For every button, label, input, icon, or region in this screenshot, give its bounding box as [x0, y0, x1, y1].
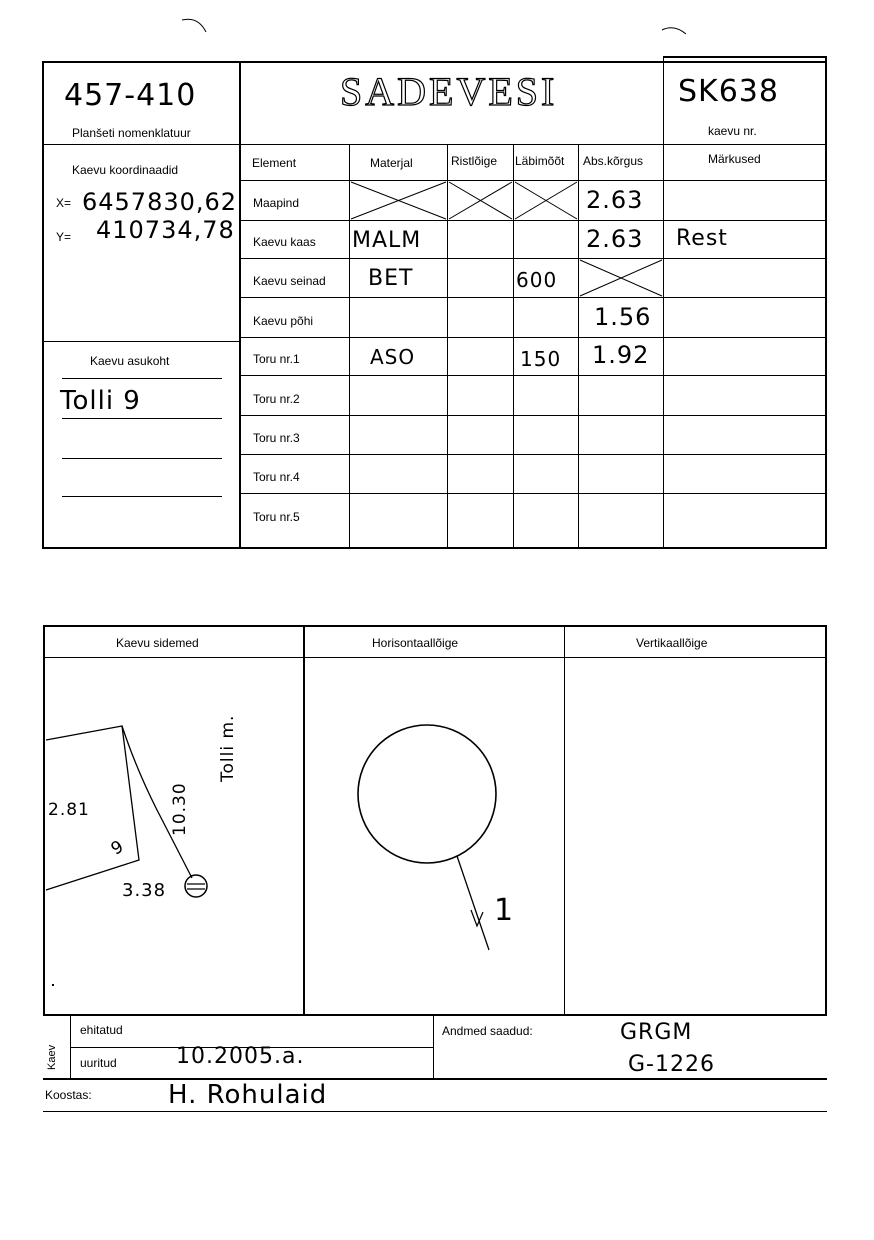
abs-height-value: 1.56 [594, 303, 652, 331]
y-prefix: Y= [56, 230, 72, 244]
well-number-value: SK638 [678, 74, 779, 109]
built-label: ehitatud [80, 1023, 123, 1037]
col-header-element: Element [252, 156, 297, 170]
data-source-value: GRGM [620, 1020, 693, 1045]
table-row-element: Toru nr.2 [253, 392, 300, 406]
data-source-label: Andmed saadud: [442, 1024, 533, 1038]
col-header-diameter: Läbimõõt [515, 154, 565, 168]
table-row-element: Kaevu kaas [253, 235, 316, 249]
connections-sketch [44, 658, 303, 1014]
crossed-cell-icon [448, 181, 513, 220]
table-row-element: Toru nr.1 [253, 352, 300, 366]
nomenclature-value: 457-410 [64, 78, 197, 113]
page-title: SADEVESI [340, 69, 558, 114]
col-label-vertical: Vertikaallõige [636, 636, 708, 650]
well-side-label: Kaev [46, 1044, 58, 1070]
corner-mark-left [180, 14, 210, 36]
col-header-cross-section: Ristlõige [451, 154, 498, 168]
table-row-element: Toru nr.5 [253, 510, 300, 524]
x-prefix: X= [56, 196, 72, 210]
table-row-element: Toru nr.4 [253, 470, 300, 484]
notes-value: Rest [676, 226, 728, 251]
crossed-cell-icon [514, 181, 578, 220]
abs-height-value: 2.63 [586, 186, 644, 214]
material-value: ASO [370, 345, 416, 369]
dimension-label: 2.81 [48, 800, 90, 820]
dimension-label: 3.38 [122, 880, 167, 901]
table-row-element: Toru nr.3 [253, 431, 300, 445]
y-coordinate: 410734,78 [96, 216, 235, 244]
coordinates-label: Kaevu koordinaadid [72, 163, 179, 177]
updated-label: uuritud [80, 1056, 117, 1070]
abs-height-value: 2.63 [586, 225, 644, 253]
x-coordinate: 6457830,62 [82, 188, 238, 216]
table-row-element: Maapind [253, 196, 300, 210]
diameter-value: 150 [520, 347, 562, 371]
well-circle [358, 725, 496, 863]
data-source-value: G-1226 [628, 1052, 715, 1077]
col-header-abs-height: Abs.kõrgus [583, 154, 644, 168]
diameter-value: 600 [516, 268, 558, 292]
corner-mark-right [660, 22, 690, 38]
crossed-cell-icon [579, 259, 663, 297]
abs-height-value: 1.92 [592, 341, 650, 369]
col-header-notes: Märkused [708, 152, 761, 166]
pipe-label: 1 [494, 893, 515, 928]
dimension-label: 10.30 [170, 782, 190, 836]
col-label-horizontal: Horisontaallõige [372, 636, 459, 650]
location-value: Tolli 9 [60, 386, 141, 416]
location-label: Kaevu asukoht [90, 354, 170, 368]
nomenclature-label: Planšeti nomenklatuur [72, 126, 191, 140]
horizontal-section-sketch [305, 658, 564, 1014]
street-label: Tolli m. [218, 714, 238, 782]
manhole-icon [185, 875, 207, 897]
table-row-element: Kaevu seinad [253, 274, 326, 288]
col-header-material: Materjal [370, 156, 413, 170]
material-value: BET [368, 266, 414, 291]
crossed-cell-icon [350, 181, 447, 220]
col-label-connections: Kaevu sidemed [116, 636, 199, 650]
author-label: Koostas: [45, 1088, 92, 1102]
updated-value: 10.2005.a. [176, 1044, 305, 1069]
arrow-down-icon [471, 910, 483, 926]
author-value: H. Rohulaid [168, 1080, 328, 1110]
well-number-label: kaevu nr. [708, 124, 757, 138]
material-value: MALM [352, 228, 422, 253]
table-row-element: Kaevu põhi [253, 314, 314, 328]
dimension-label: 9 [107, 836, 129, 860]
